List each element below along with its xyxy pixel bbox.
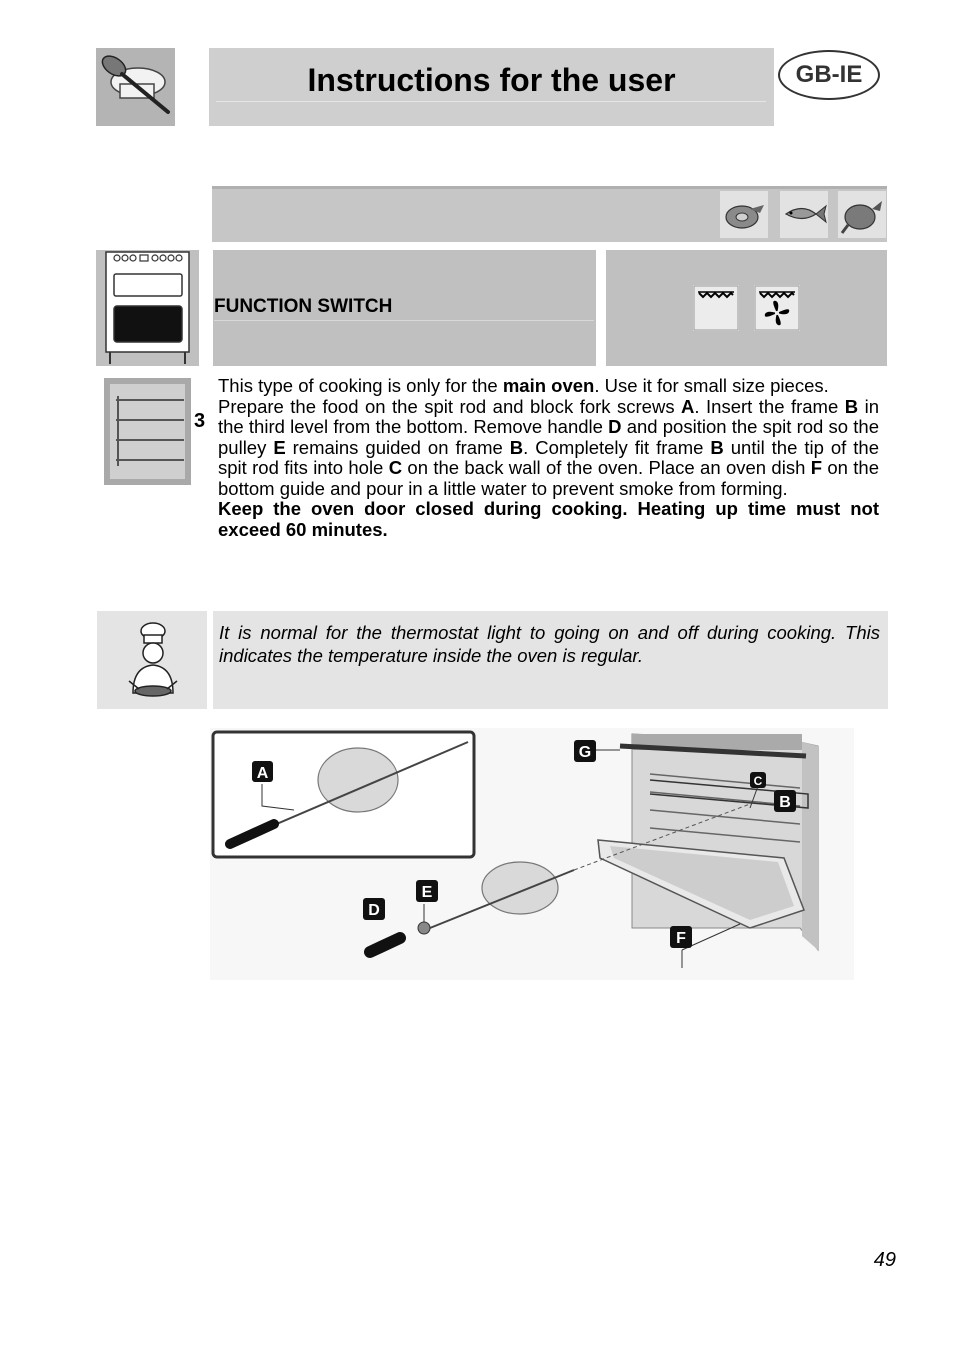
label-a: A — [256, 765, 269, 782]
procedure-paragraph: Prepare the food on the spit rod and block fork screws A. Insert the frame B in the third level from the bottom. Remove handle D and position the spit rod so the pulley E remains guided on frame B. Completely fit frame B until the tip of the spit rod fits into hole C on the back wall of the oven. Place an oven dish F on the bottom guide and pour in a little water to prevent smoke from forming. — [218, 395, 880, 499]
intro-paragraph: This type of cooking is only for the main oven. Use it for small size pieces. — [218, 375, 829, 396]
fan-with-top-element-icon — [754, 285, 800, 331]
warning-paragraph: Keep the oven door closed during cooking. Heating up time must not exceed 60 minutes. — [218, 498, 879, 540]
note-text: It is normal for the thermostat light to going on and off during cooking. This indicates the temperature inside the oven is regular. — [219, 622, 880, 666]
top-heating-element-icon — [693, 285, 739, 331]
label-d: D — [368, 902, 380, 919]
label-f: F — [676, 930, 686, 947]
page-number: 49 — [873, 1249, 896, 1271]
shelf-level-number: 3 — [194, 410, 206, 432]
rotisserie-assembly-diagram — [210, 728, 854, 980]
label-c: C — [753, 774, 763, 788]
oven-rack-illustration — [104, 378, 191, 485]
meat-icon — [720, 191, 768, 238]
poultry-on-spit — [482, 862, 558, 914]
oven-illustration — [96, 250, 199, 366]
instructions-text — [218, 376, 879, 540]
spoon-chef-hat-icon — [96, 48, 175, 126]
oven-cavity — [632, 734, 818, 950]
oven-icon — [96, 250, 199, 366]
chef-logo — [96, 48, 175, 126]
chef-icon — [97, 611, 207, 709]
poultry-icon — [838, 191, 886, 238]
label-g: G — [578, 744, 592, 761]
shelf-levels-icon — [104, 378, 191, 485]
fish-icon — [780, 191, 828, 238]
chef-note-illustration — [97, 611, 207, 709]
page-title: Instructions for the user — [307, 62, 676, 98]
function-divider — [214, 320, 594, 321]
function-symbols-panel — [606, 250, 887, 366]
label-b: B — [779, 794, 791, 811]
pulley-e — [418, 922, 430, 934]
function-switch-label: FUNCTION SWITCH — [214, 296, 393, 317]
poultry-on-spit-inset — [318, 748, 398, 812]
region-badge: GB-IE — [778, 50, 880, 100]
label-e: E — [421, 884, 433, 901]
title-underline — [216, 101, 766, 102]
